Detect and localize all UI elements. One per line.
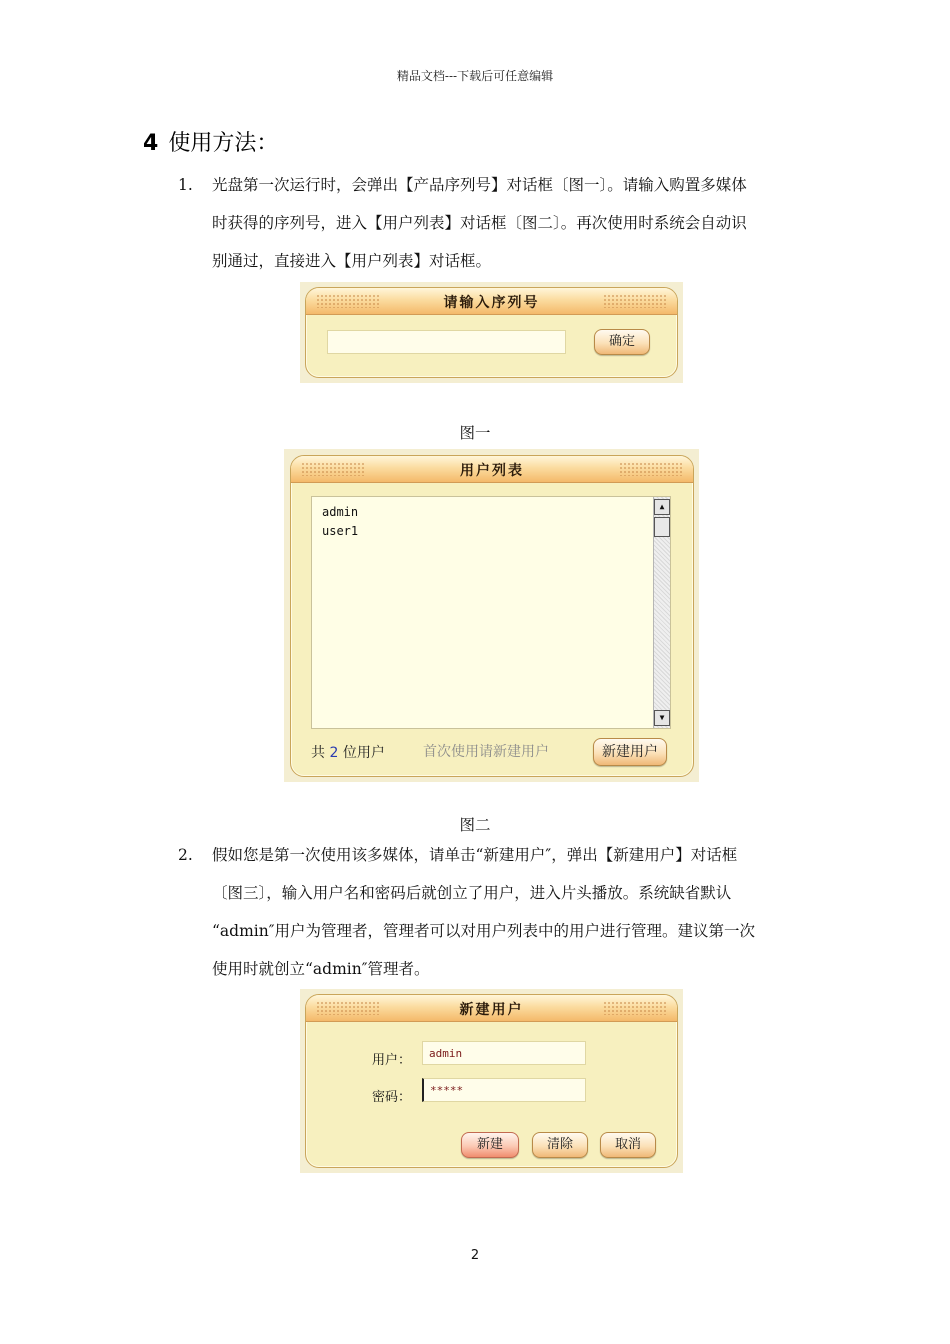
scroll-up-icon[interactable]: ▲ xyxy=(654,499,670,515)
figure-1 xyxy=(300,282,683,383)
dialog-title: 用户列表 xyxy=(460,463,524,479)
section-number: 4 xyxy=(143,131,159,156)
ok-button[interactable]: 确定 xyxy=(594,329,650,355)
scrollbar[interactable] xyxy=(653,497,670,728)
clear-button[interactable]: 清除 xyxy=(532,1132,588,1158)
user-count-prefix: 共 xyxy=(311,745,325,761)
section-title xyxy=(143,126,278,157)
paragraph-line: “admin″用户为管理者，管理者可以对用户列表中的用户进行管理。建议第一次 xyxy=(212,922,756,940)
cancel-button[interactable]: 取消 xyxy=(600,1132,656,1158)
dialog-titlebar xyxy=(306,995,677,1022)
figure-3 xyxy=(300,989,683,1173)
dialog-titlebar xyxy=(306,288,677,315)
user-list-dialog xyxy=(290,455,694,777)
titlebar-pattern xyxy=(619,462,683,476)
user-count-value: 2 xyxy=(329,745,339,761)
list-item-2 xyxy=(178,836,808,988)
list-item[interactable]: user1 xyxy=(322,524,359,538)
password-label: 密码： xyxy=(372,1090,412,1105)
list-item-1 xyxy=(178,166,808,280)
titlebar-pattern xyxy=(603,294,667,308)
titlebar-pattern xyxy=(603,1001,667,1015)
new-user-dialog xyxy=(305,994,678,1168)
create-button[interactable]: 新建 xyxy=(461,1132,519,1158)
dialog-title: 新建用户 xyxy=(459,1002,524,1018)
password-field[interactable]: ***** xyxy=(422,1078,586,1102)
figure-caption: 图一 xyxy=(459,424,491,442)
user-count-suffix: 位用户 xyxy=(342,745,385,761)
user-listbox[interactable] xyxy=(311,496,671,729)
user-count xyxy=(311,742,385,762)
paragraph-line: 〔图三〕，输入用户名和密码后就创立了用户，进入片头播放。系统缺省默认 xyxy=(212,884,732,902)
paragraph-line: 光盘第一次运行时，会弹出【产品序列号】对话框〔图一〕。请输入购置多媒体 xyxy=(212,176,747,194)
serial-dialog xyxy=(305,287,678,378)
page-number: 2 xyxy=(470,1248,480,1263)
list-item-index: 2. xyxy=(178,846,193,864)
dialog-titlebar xyxy=(291,456,693,483)
page-header: 精品文档---下载后可任意编辑 xyxy=(396,69,554,83)
figure-caption: 图二 xyxy=(459,816,491,834)
scroll-thumb[interactable] xyxy=(654,517,670,537)
section-title-text: 使用方法： xyxy=(168,131,279,156)
hint-text: 首次使用请新建用户 xyxy=(423,744,549,760)
paragraph-line: 使用时就创立“admin″管理者。 xyxy=(212,960,430,978)
figure-2 xyxy=(284,449,699,782)
paragraph-line: 假如您是第一次使用该多媒体，请单击“新建用户″，弹出【新建用户】对话框 xyxy=(212,846,738,864)
paragraph-line: 别通过，直接进入【用户列表】对话框。 xyxy=(212,252,492,270)
scroll-down-icon[interactable]: ▼ xyxy=(654,710,670,726)
serial-input[interactable] xyxy=(327,330,566,354)
list-item-index: 1. xyxy=(178,176,193,194)
dialog-title: 请输入序列号 xyxy=(443,295,540,311)
new-user-button[interactable]: 新建用户 xyxy=(593,738,667,766)
username-field[interactable]: admin xyxy=(422,1041,586,1065)
list-item[interactable]: admin xyxy=(322,505,359,519)
user-label: 用户： xyxy=(372,1053,412,1068)
paragraph-line: 时获得的序列号，进入【用户列表】对话框〔图二〕。再次使用时系统会自动识 xyxy=(212,214,747,232)
